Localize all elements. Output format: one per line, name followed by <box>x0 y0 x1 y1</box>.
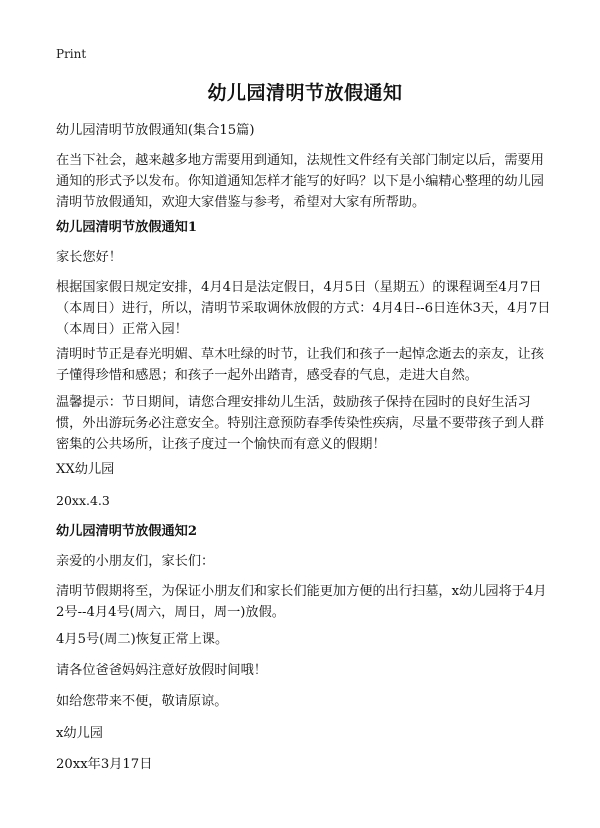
notice-2-greeting: 亲爱的小朋友们，家长们： <box>56 554 215 569</box>
notice-2-heading: 幼儿园清明节放假通知2 <box>56 524 198 539</box>
notice-2-signature: x幼儿园 <box>56 726 103 741</box>
notice-2-paragraph-4: 如给您带来不便，敬请原谅。 <box>56 694 228 709</box>
notice-2-paragraph-3: 请各位爸爸妈妈注意好放假时间哦！ <box>56 663 267 678</box>
notice-1-paragraph-2: 清明时节正是春光明媚、草木吐绿的时节，让我们和孩子一起悼念逝去的亲友，让孩子懂得珍惜和感恩；和孩子一起外出踏青，感受春的气息，走进大自然。 <box>56 347 544 383</box>
notice-2-paragraph-1: 清明节假期将至，为保证小朋友们和家长们能更加方便的出行扫墓，x幼儿园将于4月2号--4月4号(周六，周日，周一)放假。 <box>56 584 547 620</box>
notice-1-signature: XX幼儿园 <box>56 462 115 477</box>
notice-1-date: 20xx.4.3 <box>56 493 110 508</box>
document-subtitle: 幼儿园清明节放假通知(集合15篇) <box>56 123 255 138</box>
print-link[interactable]: Print <box>56 47 87 61</box>
notice-1-paragraph-1: 根据国家假日规定安排，4月4日是法定假日，4月5日（星期五）的课程调至4月7日（本周日）进行，所以，清明节采取调休放假的方式：4月4日--6日连休3天，4月7日（本周日）正常入园！ <box>56 280 551 337</box>
notice-2-paragraph-2: 4月5号(周二)恢复正常上课。 <box>56 632 229 647</box>
notice-1-paragraph-3: 温馨提示：节日期间，请您合理安排幼儿生活，鼓励孩子保持在园时的良好生活习惯，外出游玩务必注意安全。特别注意预防春季传染性疾病，尽量不要带孩子到人群密集的公共场所，让孩子度过一个愉快而有意义的假期！ <box>56 395 544 452</box>
notice-1-heading: 幼儿园清明节放假通知1 <box>56 220 198 235</box>
page-title: 幼儿园清明节放假通知 <box>207 82 403 104</box>
notice-2-date: 20xx年3月17日 <box>56 757 153 772</box>
intro-paragraph: 在当下社会，越来越多地方需要用到通知，法规性文件经有关部门制定以后，需要用通知的形式予以发布。你知道通知怎样才能写的好吗？以下是小编精心整理的幼儿园清明节放假通知，欢迎大家借鉴与参考，希望对大家有所帮助。 <box>56 153 544 210</box>
notice-1-greeting: 家长您好！ <box>56 250 122 265</box>
